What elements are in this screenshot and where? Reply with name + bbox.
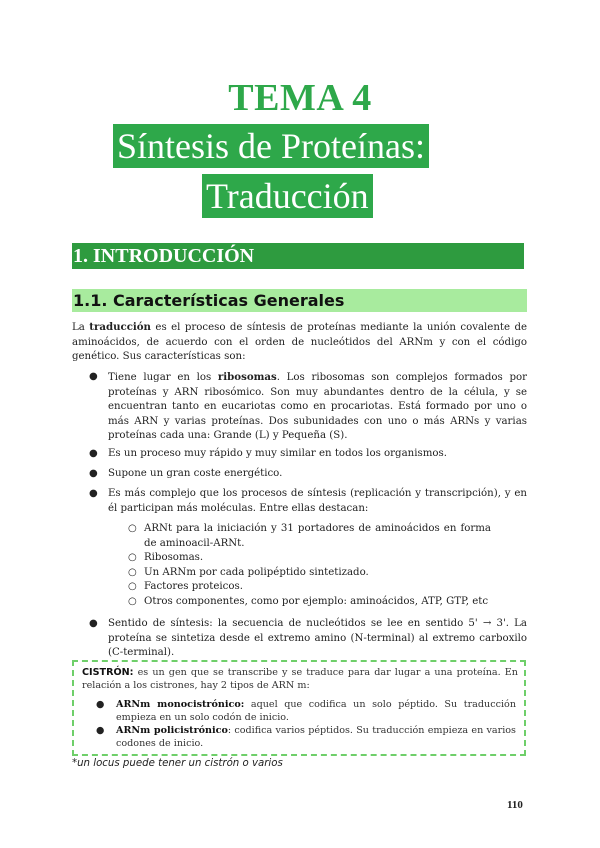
bullet-icon: ● (89, 468, 98, 479)
cistron-text: es un gen que se transcribe y se traduce para dar lugar a una proteína. En relación a los cistrones, hay 2 tipos de ARN m: (82, 667, 518, 692)
list-item-text: Es más complejo que los procesos de síntesis (replicación y transcripción), y en él participan más moléculas. Entre ellas destacan: (108, 488, 527, 514)
cistron-item-bold: ARNm policistrónico (116, 725, 228, 736)
sub-list-item-text: Factores proteicos. (144, 581, 243, 592)
footnote: *un locus puede tener un cistrón o varios (72, 758, 283, 769)
section-heading: 1. INTRODUCCIÓN (72, 243, 524, 269)
list-item-bold: ribosomas (217, 371, 277, 383)
list-item-text: Es un proceso muy rápido y muy similar en todos los organismos. (108, 448, 447, 459)
cistron-label: CISTRÓN: (82, 667, 134, 678)
bullet-icon: ● (89, 371, 98, 382)
circle-bullet-icon: ○ (128, 523, 137, 534)
chapter-title-line-1: Síntesis de Proteínas: (113, 124, 429, 168)
intro-text-pre: La (72, 322, 90, 333)
cistron-item-bold: ARNm monocistrónico: (116, 699, 245, 710)
intro-paragraph (72, 320, 527, 365)
list-item-text-pre: Tiene lugar en los (108, 372, 218, 383)
bullet-icon: ● (89, 448, 98, 459)
sub-list-item-text: Otros componentes, como por ejemplo: aminoácidos, ATP, GTP, etc (144, 595, 489, 607)
circle-bullet-icon: ○ (128, 595, 137, 607)
sub-list-item-text: Un ARNm por cada polipéptido sintetizado. (144, 566, 369, 578)
circle-bullet-icon: ○ (128, 581, 137, 592)
cistron-list-item-text (116, 698, 516, 724)
subsection-heading: 1.1. Características Generales (72, 289, 527, 312)
bullet-icon: ● (89, 618, 98, 629)
bullet-icon: ● (96, 725, 105, 736)
sub-list-item-text: Ribosomas. (144, 552, 204, 563)
bullet-icon: ● (89, 488, 98, 499)
list-item-text (108, 370, 527, 444)
list-item-text: Supone un gran coste energético. (108, 468, 283, 479)
cistron-list-item-text (116, 724, 516, 750)
chapter-title-line-2: Traducción (202, 174, 373, 218)
circle-bullet-icon: ○ (128, 552, 137, 563)
cistron-item-text: : codifica varios péptidos. Su traducción empieza en varios codones de inicio. (116, 725, 516, 750)
circle-bullet-icon: ○ (128, 566, 137, 578)
cistron-callout-box (72, 660, 526, 756)
list-item-text-post: . Los ribosomas son complejos formados por proteínas y ARN ribosómico. Son muy abundantes dentro de la célula, y se encuentran tanto en eucariotas como en procariotas. Está formado por uno o más ARN y varias proteínas. Dos subunidades con uno o más ARNs y varias proteínas cada una: Grande (L) y Pequeña (S). (108, 372, 527, 442)
page-number: 110 (507, 799, 523, 811)
chapter-label: TEMA 4 (228, 77, 372, 119)
bullet-icon: ● (96, 699, 105, 710)
list-item-text: Sentido de síntesis: la secuencia de nucleótidos se lee en sentido 5' → 3'. La proteína se sintetiza desde el extremo amino (N-terminal) al extremo carboxilo (C-terminal). (108, 618, 527, 659)
intro-term: traducción (89, 321, 151, 333)
cistron-item-text: aquel que codifica un solo péptido. Su traducción empieza en un solo codón de inicio. (116, 699, 516, 724)
intro-text-post: es el proceso de síntesis de proteínas mediante la unión covalente de aminoácidos, de acuerdo con el orden de nucleótidos del ARNm y con el código genético. Sus características son: (72, 322, 527, 362)
cistron-definition (82, 666, 518, 692)
sub-list-item-text: ARNt para la iniciación y 31 portadores de aminoácidos en forma de aminoacil-ARNt. (144, 523, 491, 549)
